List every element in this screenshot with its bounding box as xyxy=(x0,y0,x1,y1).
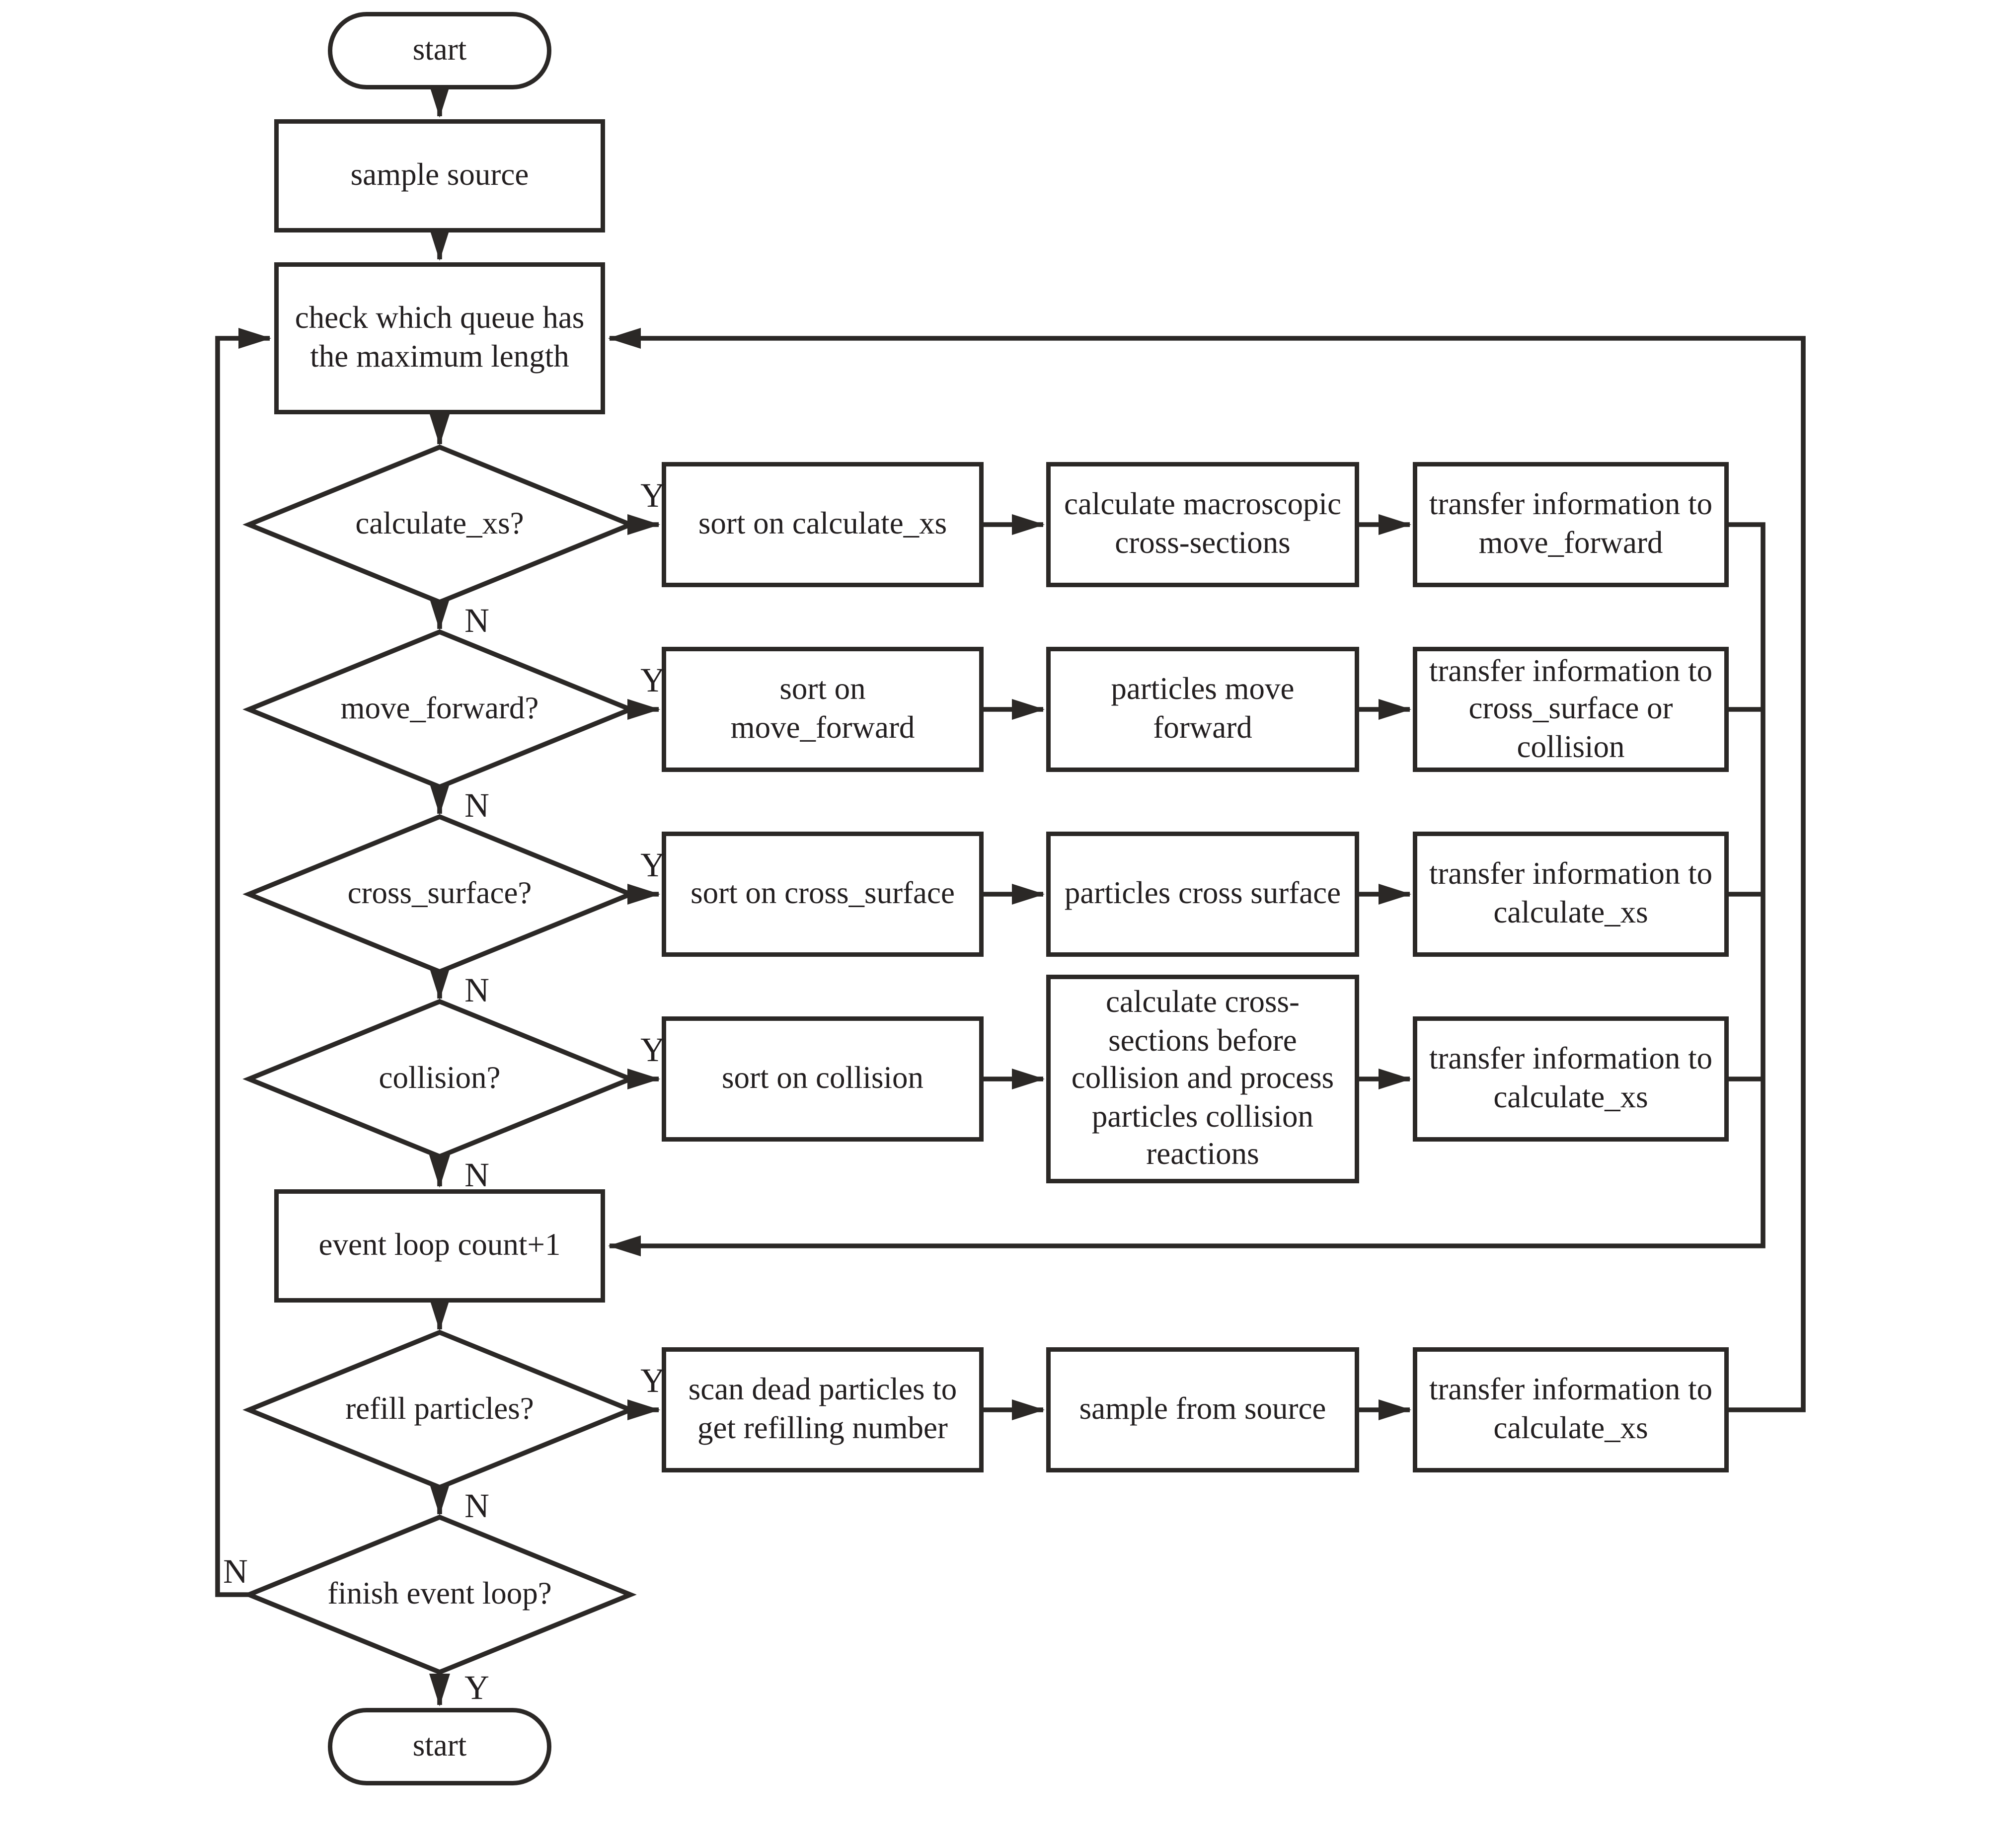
process-particles-move-forward: particles move forward xyxy=(1046,647,1359,772)
label-no-calculate-xs: N xyxy=(464,601,489,639)
process-transfer-to-move-forward: transfer information to move_forward xyxy=(1413,462,1729,587)
process-transfer-to-cross-surface-or-collision: transfer information to cross_surface or collision xyxy=(1413,647,1729,772)
label-yes-finish: Y xyxy=(464,1668,489,1706)
process-sample-from-source: sample from source xyxy=(1046,1347,1359,1472)
decision-finish-event-loop: finish event loop? xyxy=(327,1575,552,1612)
label-yes-move-forward: Y xyxy=(640,661,665,698)
process-scan-dead-particles: scan dead particles to get refilling number xyxy=(662,1347,984,1472)
decision-calculate-xs: calculate_xs? xyxy=(355,505,524,541)
end-terminator: start xyxy=(328,1708,551,1785)
label-no-move-forward: N xyxy=(464,786,489,824)
label-no-collision: N xyxy=(464,1155,489,1193)
label-no-cross-surface: N xyxy=(464,971,489,1008)
process-sample-source: sample source xyxy=(274,119,605,232)
label-yes-collision: Y xyxy=(640,1030,665,1068)
label-no-finish: N xyxy=(223,1552,248,1590)
decision-cross-surface: cross_surface? xyxy=(347,875,532,911)
process-sort-on-calculate-xs: sort on calculate_xs xyxy=(662,462,984,587)
process-sort-on-cross-surface: sort on cross_surface xyxy=(662,832,984,957)
decision-move-forward: move_forward? xyxy=(340,690,539,726)
process-sort-on-collision: sort on collision xyxy=(662,1016,984,1142)
label-yes-cross-surface: Y xyxy=(640,846,665,883)
process-particles-cross-surface: particles cross surface xyxy=(1046,832,1359,957)
start-terminator: start xyxy=(328,12,551,89)
process-event-loop-count: event loop count+1 xyxy=(274,1189,605,1303)
process-check-queue: check which queue has the maximum length xyxy=(274,262,605,414)
process-sort-on-move-forward: sort on move_forward xyxy=(662,647,984,772)
decision-refill-particles: refill particles? xyxy=(345,1390,534,1427)
process-calculate-macroscopic: calculate macroscopic cross-sections xyxy=(1046,462,1359,587)
process-calculate-before-collision: calculate cross-sections before collision and process particles collision reactions xyxy=(1046,975,1359,1183)
label-yes-calculate-xs: Y xyxy=(640,476,665,514)
process-transfer-to-calculate-xs-row4: transfer information to calculate_xs xyxy=(1413,1016,1729,1142)
label-yes-refill: Y xyxy=(640,1361,665,1399)
process-transfer-to-calculate-xs-refill: transfer information to calculate_xs xyxy=(1413,1347,1729,1472)
process-transfer-to-calculate-xs-row3: transfer information to calculate_xs xyxy=(1413,832,1729,957)
label-no-refill: N xyxy=(464,1486,489,1524)
decision-collision: collision? xyxy=(379,1060,501,1096)
